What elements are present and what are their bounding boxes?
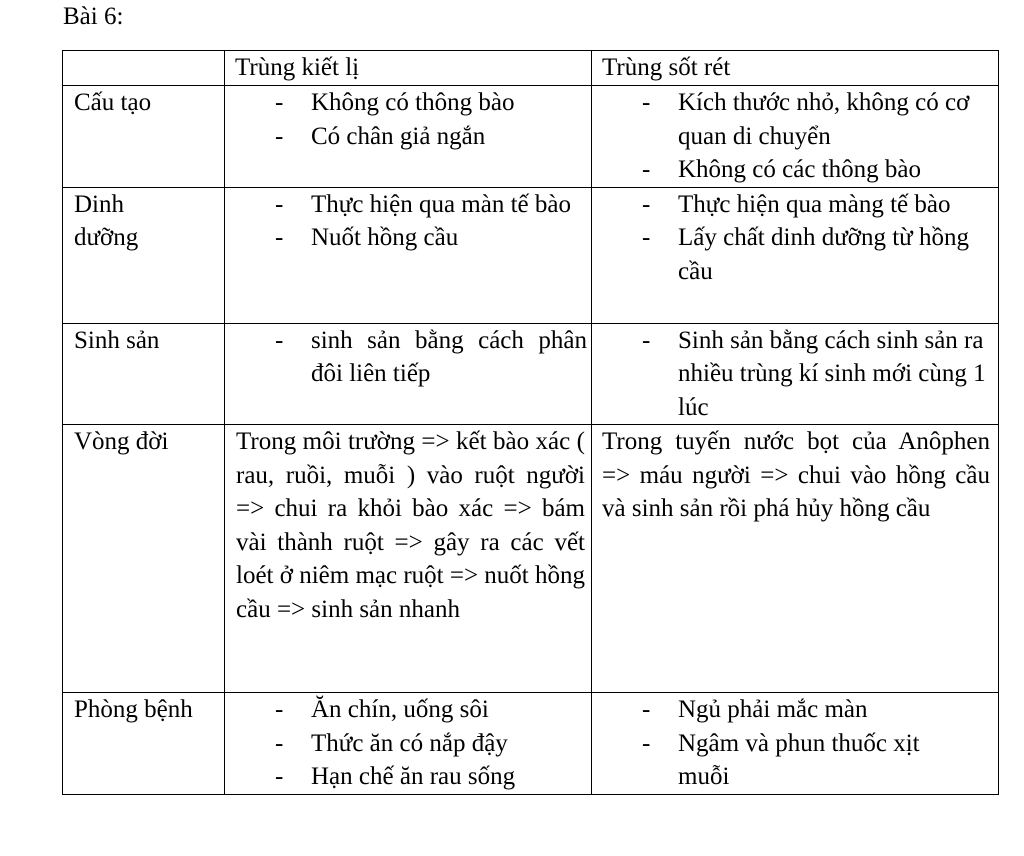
cell-trung-kiet-li: Trong môi trường => kết bào xác ( rau, ruồi, muỗi ) vào ruột người => chui ra khỏi bào xác => bám vài thành ruột => gây ra các vết loét ở niêm mạc ruột => nuốt hồng cầu => sinh sản nhanh — [225, 425, 592, 693]
list-item: - Ngủ phải mắc màn — [602, 693, 994, 727]
header-cell-empty — [63, 51, 225, 86]
list-item: - Lấy chất dinh dưỡng từ hồng cầu — [602, 221, 994, 288]
cell-trung-kiet-li — [225, 86, 592, 188]
list-item: - Thực hiện qua màn tế bào — [235, 188, 587, 222]
list-item: - sinh sản bằng cách phân đôi liên tiếp — [235, 324, 587, 391]
cell-trung-sot-ret — [592, 693, 999, 795]
list-item: - Hạn chế ăn rau sống — [235, 760, 587, 794]
list-item: - Sinh sản bằng cách sinh sản ra nhiều trùng kí sinh mới cùng 1 lúc — [602, 324, 994, 425]
list-item: - Kích thước nhỏ, không có cơ quan di chuyển — [602, 86, 994, 153]
cell-trung-sot-ret: Trong tuyến nước bọt của Anôphen => máu người => chui vào hồng cầu và sinh sản rồi phá hủy hồng cầu — [592, 425, 999, 693]
list-item: - Không có thông bào — [235, 86, 587, 120]
list-item: - Thức ăn có nắp đậy — [235, 727, 587, 761]
row-label: Dinh dưỡng — [63, 187, 225, 323]
header-cell-trung-sot-ret: Trùng sốt rét — [592, 51, 999, 86]
list-item: - Không có các thông bào — [602, 153, 994, 187]
table-row-sinh-san — [63, 323, 999, 425]
cell-trung-sot-ret — [592, 187, 999, 323]
header-row — [63, 51, 999, 86]
header-cell-trung-kiet-li: Trùng kiết lị — [225, 51, 592, 86]
cell-trung-kiet-li — [225, 693, 592, 795]
list-item: - Ăn chín, uống sôi — [235, 693, 587, 727]
cell-trung-sot-ret — [592, 86, 999, 188]
row-label: Sinh sản — [63, 323, 225, 425]
row-label: Vòng đời — [63, 425, 225, 693]
cell-trung-sot-ret — [592, 323, 999, 425]
row-label: Cấu tạo — [63, 86, 225, 188]
list-item: - Có chân giả ngắn — [235, 120, 587, 154]
cell-trung-kiet-li — [225, 323, 592, 425]
comparison-table — [62, 50, 999, 795]
list-item: - Ngâm và phun thuốc xịt muỗi — [602, 727, 994, 794]
row-label: Phòng bệnh — [63, 693, 225, 795]
list-item: - Thực hiện qua màng tế bào — [602, 188, 994, 222]
page-title: Bài 6: — [63, 3, 124, 30]
table-row-dinh-duong — [63, 187, 999, 323]
table-row-cau-tao — [63, 86, 999, 188]
list-item: - Nuốt hồng cầu — [235, 221, 587, 255]
table-row-phong-benh — [63, 693, 999, 795]
cell-trung-kiet-li — [225, 187, 592, 323]
table-row-vong-doi — [63, 425, 999, 693]
